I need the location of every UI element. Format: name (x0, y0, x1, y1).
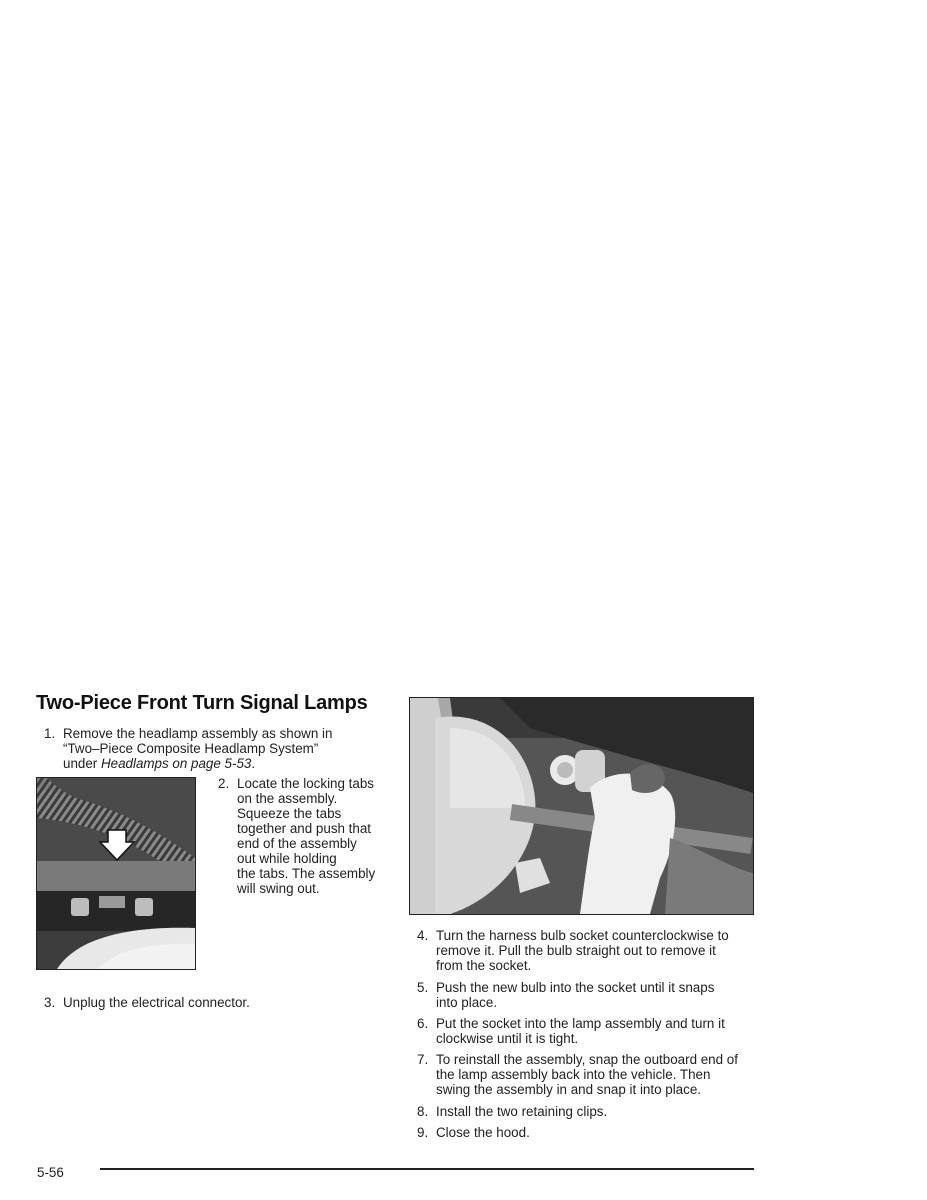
step-text-punct: . (251, 756, 256, 771)
step-text-line: Squeeze the tabs (237, 806, 342, 821)
step-number: 9. (417, 1125, 429, 1140)
step-number: 4. (417, 928, 429, 943)
step-text-line: the lamp assembly back into the vehicle. Then (436, 1067, 711, 1082)
step-number: 3. (44, 995, 56, 1010)
step-3 (44, 995, 364, 1011)
step-text-line: on the assembly. (237, 791, 338, 806)
step-text-line: To reinstall the assembly, snap the outboard end of (436, 1052, 738, 1067)
section-title: Two-Piece Front Turn Signal Lamps (36, 692, 368, 714)
step-9 (417, 1125, 757, 1141)
bulb-socket-photo (409, 697, 754, 915)
step-number: 6. (417, 1016, 429, 1031)
locking-tabs-illustration (37, 778, 195, 969)
step-number: 5. (417, 980, 429, 995)
step-6 (417, 1016, 757, 1047)
step-number: 1. (44, 726, 56, 741)
step-text-line: remove it. Pull the bulb straight out to remove it (436, 943, 716, 958)
bulb-socket-illustration (410, 698, 753, 914)
step-text-line: Locate the locking tabs (237, 776, 374, 791)
step-text-line: Close the hood. (436, 1125, 530, 1140)
step-text-line: out while holding (237, 851, 337, 866)
locking-tabs-photo (36, 777, 196, 970)
step-text-line: the tabs. The assembly (237, 866, 376, 881)
step-text-line: clockwise until it is tight. (436, 1031, 579, 1046)
step-text-line: Unplug the electrical connector. (63, 995, 250, 1010)
step-text-line: Put the socket into the lamp assembly and turn it (436, 1016, 725, 1031)
step-text-line: from the socket. (436, 958, 532, 973)
step-text-line: Push the new bulb into the socket until it snaps (436, 980, 715, 995)
step-number: 7. (417, 1052, 429, 1067)
step-text-line: together and push that (237, 821, 372, 836)
step-text-line: end of the assembly (237, 836, 357, 851)
step-text-line: into place. (436, 995, 498, 1010)
step-number: 2. (218, 776, 230, 791)
step-text-line: Install the two retaining clips. (436, 1104, 608, 1119)
step-text-line: will swing out. (237, 881, 320, 896)
page-number: 5-56 (37, 1165, 64, 1180)
cross-reference-link: Headlamps on page 5-53 (100, 756, 252, 771)
step-text-line: under (63, 756, 101, 771)
step-8 (417, 1104, 757, 1120)
footer-rule (100, 1168, 754, 1170)
step-7 (417, 1052, 757, 1098)
step-4 (417, 928, 757, 974)
step-2 (218, 776, 388, 898)
step-5 (417, 980, 757, 1011)
step-text-line: Turn the harness bulb socket counterclockwise to (436, 928, 729, 943)
step-text-line: “Two–Piece Composite Headlamp System” (63, 741, 319, 756)
step-text-line: Remove the headlamp assembly as shown in (63, 726, 333, 741)
step-text-line: swing the assembly in and snap it into place. (436, 1082, 701, 1097)
step-1 (44, 726, 364, 772)
step-number: 8. (417, 1104, 429, 1119)
